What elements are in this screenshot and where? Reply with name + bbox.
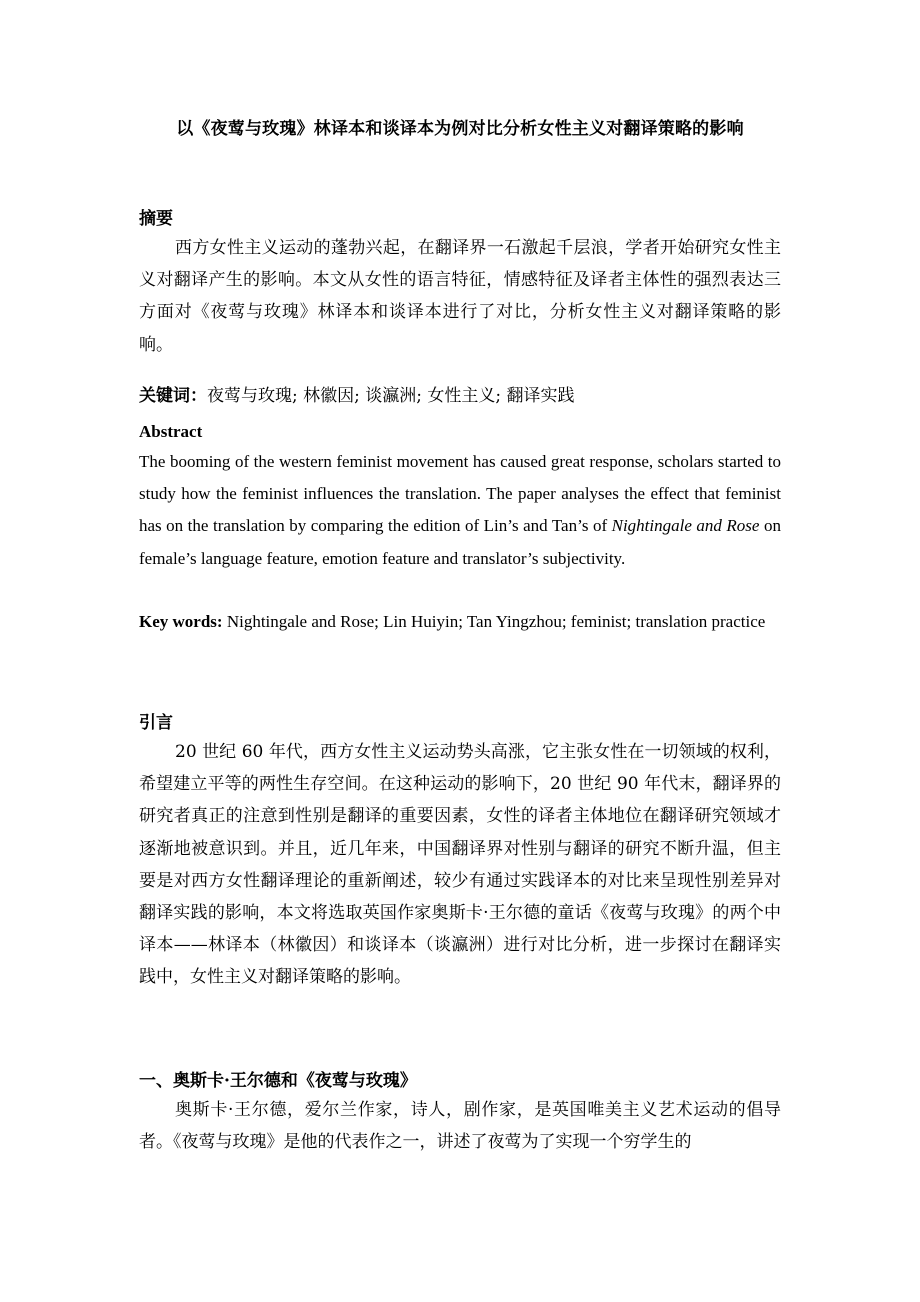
keywords-en-value: Nightingale and Rose; Lin Huiyin; Tan Yingzhou; feminist; translation practice (222, 612, 766, 631)
abstract-en-italic-title: Nightingale and Rose (611, 516, 760, 536)
abstract-cn-body: 西方女性主义运动的蓬勃兴起，在翻译界一石激起千层浪，学者开始研究女性主义对翻译产生的影响。本文从女性的语言特征，情感特征及译者主体性的强烈表达三方面对《夜莺与玫瑰》林译本和谈译本进行了对比，分析女性主义对翻译策略的影响。 (139, 238, 781, 355)
abstract-en-heading: Abstract (139, 422, 203, 441)
keywords-cn-value: 夜莺与玫瑰; 林徽因; 谈瀛洲; 女性主义; 翻译实践 (207, 386, 575, 406)
abstract-en-text-1: The booming of the western feminist movement has caused great response, scholars started to study how the feminist influences the translation. The paper analyses the effect that feminist has on the translation by comparing the edition of Lin’s and Tan’s of (139, 452, 781, 536)
keywords-cn (139, 380, 781, 412)
section1-heading: 一、奥斯卡·王尔德和《夜莺与玫瑰》 (139, 1071, 417, 1091)
keywords-cn-label: 关键词： (139, 386, 207, 406)
paper-title: 以《夜莺与玫瑰》林译本和谈译本为例对比分析女性主义对翻译策略的影响 (176, 119, 744, 139)
abstract-en-body (139, 446, 781, 575)
keywords-en (139, 606, 781, 638)
abstract-en-text-2: on female’s language feature, emotion feature and translator’s subjectivity. (139, 516, 781, 568)
abstract-cn-heading: 摘要 (139, 209, 173, 229)
intro-body: 20 世纪 60 年代，西方女性主义运动势头高涨，它主张女性在一切领域的权利，希望建立平等的两性生存空间。在这种运动的影响下，20 世纪 90 年代末，翻译界的研究者真正的注意到性别是翻译的重要因素，女性的译者主体地位在翻译研究领域才逐渐地被意识到。并且，近几年来，中国翻译界对性别与翻译的研究不断升温，但主要是对西方女性翻译理论的重新阐述，较少有通过实践译本的对比来呈现性别差异对翻译实践的影响，本文将选取英国作家奥斯卡·王尔德的童话《夜莺与玫瑰》的两个中译本——林译本（林徽因）和谈译本（谈瀛洲）进行对比分析，进一步探讨在翻译实践中，女性主义对翻译策略的影响。 (139, 742, 781, 988)
keywords-en-label: Key words: (139, 612, 223, 631)
intro-heading: 引言 (139, 713, 173, 733)
section1-body: 奥斯卡·王尔德，爱尔兰作家，诗人，剧作家，是英国唯美主义艺术运动的倡导者。《夜莺与玫瑰》是他的代表作之一，讲述了夜莺为了实现一个穷学生的 (139, 1100, 781, 1153)
